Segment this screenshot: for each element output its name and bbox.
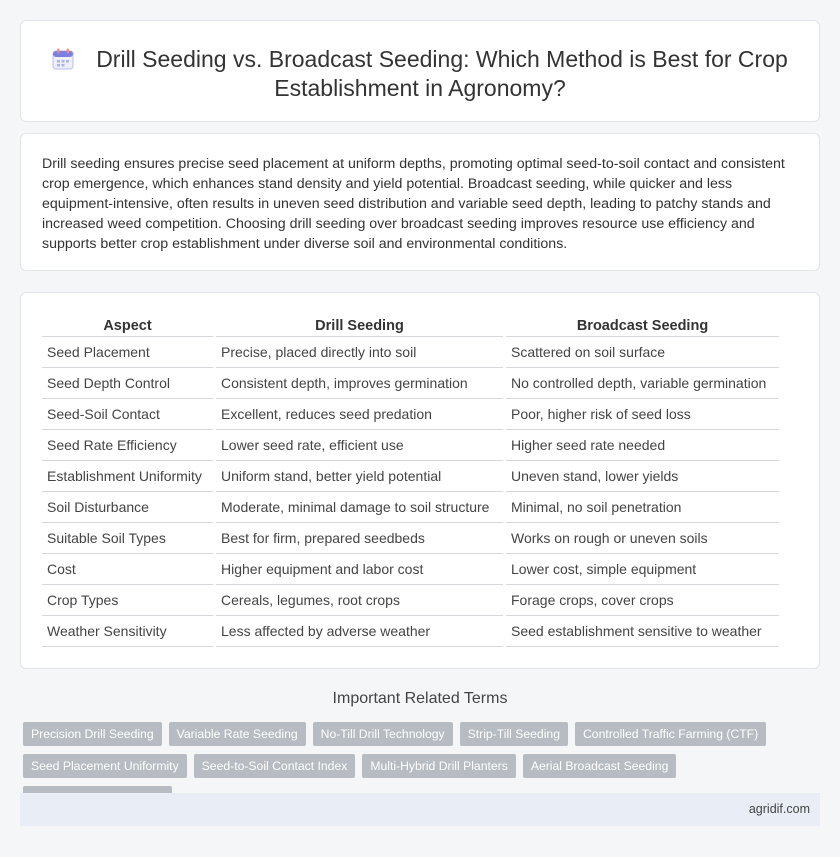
calendar-icon [52, 48, 74, 70]
title-card [20, 20, 820, 122]
table-cell: Suitable Soil Types [42, 523, 213, 554]
table-cell: Minimal, no soil penetration [506, 492, 779, 523]
column-header-drill-seeding: Drill Seeding [216, 316, 503, 337]
related-term-tag[interactable]: Seed Placement Uniformity [23, 754, 187, 778]
table-cell: Crop Types [42, 585, 213, 616]
related-term-tag[interactable]: Precision Drill Seeding [23, 722, 162, 746]
related-term-tag[interactable]: Variable Rate Seeding [169, 722, 306, 746]
table-cell: Excellent, reduces seed predation [216, 399, 503, 430]
table-row [42, 368, 779, 399]
related-term-tag[interactable]: No-Till Drill Technology [313, 722, 453, 746]
table-row [42, 461, 779, 492]
table-header-row [42, 316, 779, 337]
table-cell: Soil Disturbance [42, 492, 213, 523]
table-cell: Less affected by adverse weather [216, 616, 503, 647]
table-cell: Consistent depth, improves germination [216, 368, 503, 399]
table-row [42, 523, 779, 554]
table-row [42, 585, 779, 616]
comparison-table [39, 316, 782, 647]
related-term-tag[interactable]: Seed-to-Soil Contact Index [194, 754, 356, 778]
table-cell: Cost [42, 554, 213, 585]
column-header-broadcast-seeding: Broadcast Seeding [506, 316, 779, 337]
table-cell: Forage crops, cover crops [506, 585, 779, 616]
table-cell: Scattered on soil surface [506, 337, 779, 368]
table-row [42, 337, 779, 368]
table-cell: Moderate, minimal damage to soil structure [216, 492, 503, 523]
table-cell: Cereals, legumes, root crops [216, 585, 503, 616]
column-header-aspect: Aspect [42, 316, 213, 337]
table-cell: Seed establishment sensitive to weather [506, 616, 779, 647]
table-cell: Higher seed rate needed [506, 430, 779, 461]
table-cell: Poor, higher risk of seed loss [506, 399, 779, 430]
table-cell: Lower cost, simple equipment [506, 554, 779, 585]
related-term-tag[interactable]: Strip-Till Seeding [460, 722, 568, 746]
related-term-tag[interactable]: Controlled Traffic Farming (CTF) [575, 722, 766, 746]
summary-card [20, 133, 820, 271]
table-cell: Seed Rate Efficiency [42, 430, 213, 461]
table-cell: Weather Sensitivity [42, 616, 213, 647]
table-row [42, 492, 779, 523]
footer [20, 793, 820, 826]
table-cell: Uniform stand, better yield potential [216, 461, 503, 492]
table-cell: No controlled depth, variable germination [506, 368, 779, 399]
table-row [42, 616, 779, 647]
table-row [42, 554, 779, 585]
table-cell: Best for firm, prepared seedbeds [216, 523, 503, 554]
page-title: Drill Seeding vs. Broadcast Seeding: Which Method is Best for Crop Establishment in Agronomy? [96, 46, 788, 101]
related-term-tag[interactable]: Aerial Broadcast Seeding [523, 754, 677, 778]
table-cell: Higher equipment and labor cost [216, 554, 503, 585]
summary-text: Drill seeding ensures precise seed placement at uniform depths, promoting optimal seed-to-soil contact and consistent crop emergence, which enhances stand density and yield potential. Broadcast seeding, while quicker and less equipment-intensive, often results in uneven seed distribution and variable seed depth, leading to patchy stands and increased weed competition. Choosing drill seeding over broadcast seeding improves resource use efficiency and supports better crop establishment under diverse soil and environmental conditions. [42, 156, 785, 252]
table-cell: Seed-Soil Contact [42, 399, 213, 430]
table-row [42, 399, 779, 430]
table-cell: Seed Placement [42, 337, 213, 368]
table-cell: Precise, placed directly into soil [216, 337, 503, 368]
footer-site-link[interactable]: agridif.com [748, 802, 810, 816]
comparison-table-card [20, 292, 820, 669]
table-cell: Uneven stand, lower yields [506, 461, 779, 492]
related-term-tag[interactable]: Multi-Hybrid Drill Planters [362, 754, 515, 778]
table-row [42, 430, 779, 461]
table-cell: Works on rough or uneven soils [506, 523, 779, 554]
table-cell: Lower seed rate, efficient use [216, 430, 503, 461]
related-terms-heading: Important Related Terms [332, 690, 508, 707]
table-cell: Establishment Uniformity [42, 461, 213, 492]
table-cell: Seed Depth Control [42, 368, 213, 399]
